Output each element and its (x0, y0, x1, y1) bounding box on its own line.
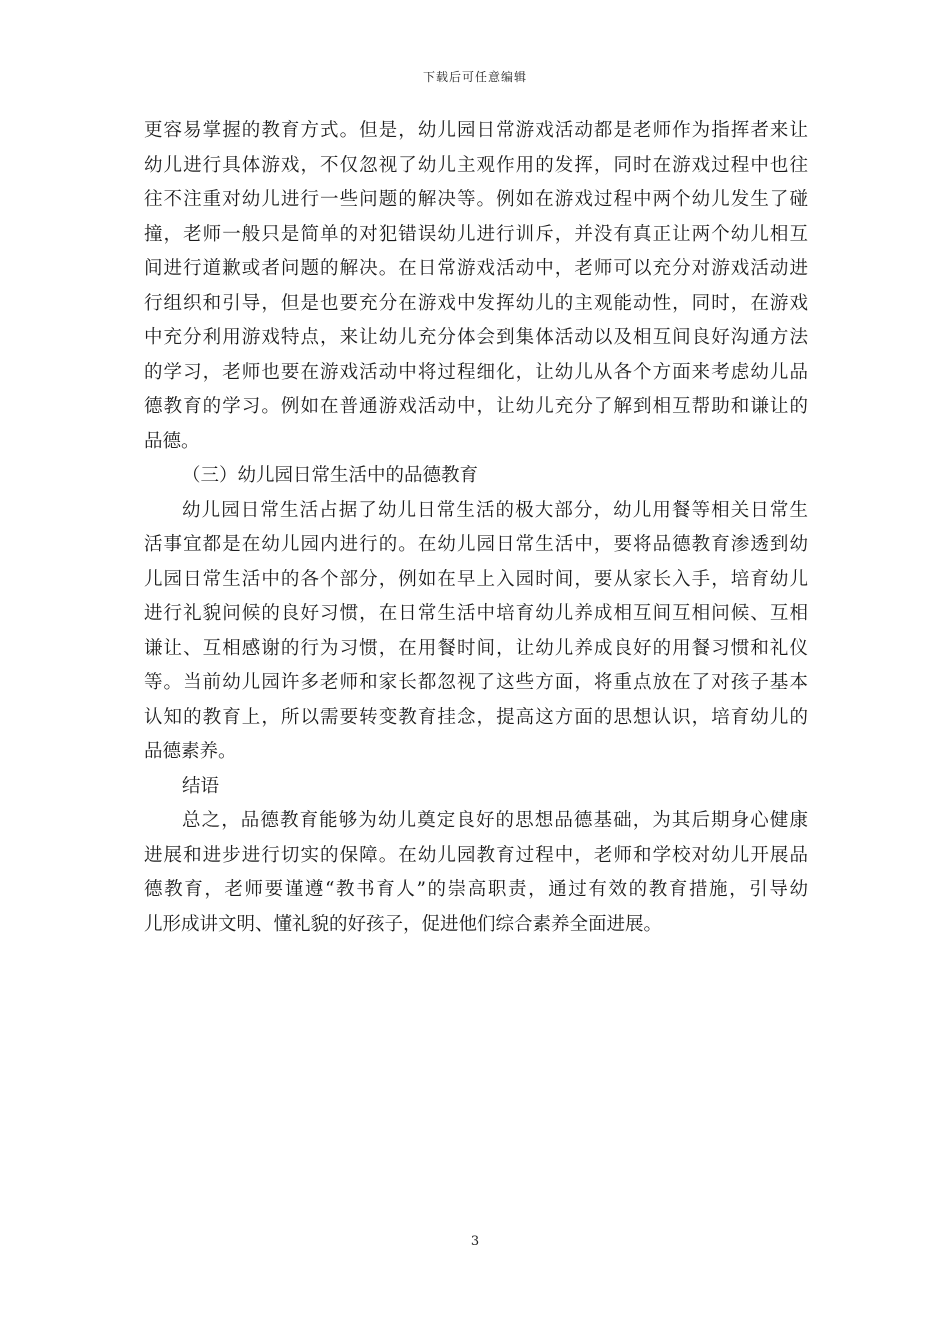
text-line: 幼儿园日常生活占据了幼儿日常生活的极大部分，幼儿用餐等相关日常生 (182, 499, 808, 521)
text-line: 德教育的学习。例如在普通游戏活动中，让幼儿充分了解到相互帮助和谦让的 (144, 396, 808, 417)
text-line: 儿园日常生活中的各个部分，例如在早上入园时间，要从家长入手，培育幼儿 (144, 568, 808, 590)
text-line: 等。当前幼儿园许多老师和家长都忽视了这些方面，将重点放在了对孩子基本 (144, 672, 808, 693)
text-line: 间进行道歉或者问题的解决。在日常游戏活动中，老师可以充分对游戏活动进 (144, 258, 808, 279)
section-heading: 结语 (182, 775, 220, 797)
section-heading: （三）幼儿园日常生活中的品德教育 (182, 465, 479, 486)
text-line: 品德素养。 (144, 741, 237, 762)
text-line: 认知的教育上，所以需要转变教育挂念，提高这方面的思想认识，培育幼儿的 (144, 706, 808, 728)
text-line: 更容易掌握的教育方式。但是，幼儿园日常游戏活动都是老师作为指挥者来让 (144, 120, 808, 141)
text-line: 品德。 (144, 430, 200, 452)
page-number: 3 (470, 1234, 480, 1249)
text-line: 中充分利用游戏特点，来让幼儿充分体会到集体活动以及相互间良好沟通方法 (144, 327, 808, 348)
text-line: 总之，品德教育能够为幼儿奠定良好的思想品德基础，为其后期身心健康 (182, 810, 808, 831)
text-line: 往不注重对幼儿进行一些问题的解决等。例如在游戏过程中两个幼儿发生了碰 (144, 189, 808, 210)
text-line: 谦让、互相感谢的行为习惯，在用餐时间，让幼儿养成良好的用餐习惯和礼仪 (144, 637, 808, 659)
text-line: 儿形成讲文明、懂礼貌的好孩子，促进他们综合素养全面进展。 (144, 913, 663, 935)
text-line: 德教育，老师要谨遵“教书育人”的崇高职责，通过有效的教育措施，引导幼 (144, 879, 808, 900)
text-line: 进展和进步进行切实的保障。在幼儿园教育过程中，老师和学校对幼儿开展品 (144, 844, 808, 866)
text-line: 活事宜都是在幼儿园内进行的。在幼儿园日常生活中，要将品德教育渗透到幼 (144, 534, 808, 555)
text-line: 进行礼貌问候的良好习惯，在日常生活中培育幼儿养成相互间互相问候、互相 (144, 603, 808, 624)
text-line: 撞，老师一般只是简单的对犯错误幼儿进行训斥，并没有真正让两个幼儿相互 (144, 223, 808, 245)
text-line: 行组织和引导，但是也要充分在游戏中发挥幼儿的主观能动性，同时，在游戏 (144, 292, 808, 314)
text-line: 幼儿进行具体游戏，不仅忽视了幼儿主观作用的发挥，同时在游戏过程中也往 (144, 154, 808, 176)
body-text (144, 114, 808, 942)
page-header: 下载后可任意编辑 (422, 70, 527, 84)
text-line: 的学习，老师也要在游戏活动中将过程细化，让幼儿从各个方面来考虑幼儿品 (144, 361, 808, 383)
